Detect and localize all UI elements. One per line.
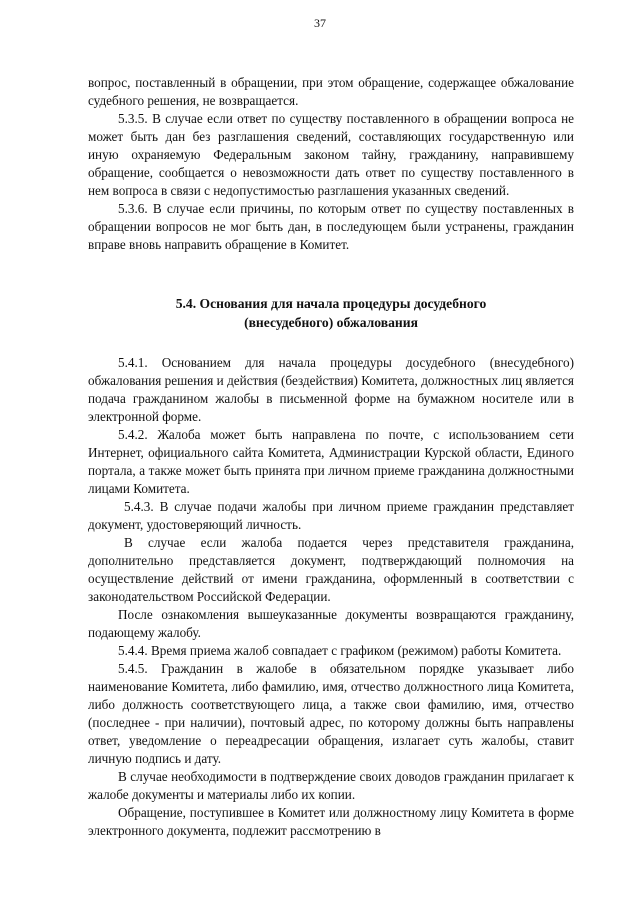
paragraph-5-3-5: 5.3.5. В случае если ответ по существу поставленного в обращении вопроса не может быть дан без разглашения сведений, составляющих государственную или иную охраняемую Федеральным законом тайну, гражданину, направившему обращение, сообщается о невозможности дать ответ по существу поставленного в нем вопроса в связи с недопустимостью разглашения указанных сведений. bbox=[88, 111, 574, 198]
paragraph-5-4-3: 5.4.3. В случае подачи жалобы при личном приеме гражданин представляет документ, удостоверяющий личность. bbox=[88, 499, 574, 532]
section-heading-line: 5.4. Основания для начала процедуры досудебного bbox=[175, 296, 487, 311]
section-heading-line: (внесудебного) обжалования bbox=[244, 315, 418, 330]
paragraph-supporting-documents: В случае необходимости в подтверждение своих доводов гражданин прилагает к жалобе документы и материалы либо их копии. bbox=[88, 769, 574, 802]
paragraph-documents-returned: После ознакомления вышеуказанные документы возвращаются гражданину, подающему жалобу. bbox=[88, 607, 574, 640]
paragraph-5-4-1: 5.4.1. Основанием для начала процедуры досудебного (внесудебного) обжалования решения и действия (бездействия) Комитета, должностных лиц является подача гражданином жалобы в письменной форме на бумажном носителе или в электронной форме. bbox=[88, 355, 574, 424]
paragraph: вопрос, поставленный в обращении, при этом обращение, содержащее обжалование судебного решения, не возвращается. bbox=[88, 75, 574, 108]
paragraph-electronic-appeal: Обращение, поступившее в Комитет или должностному лицу Комитета в форме электронного документа, подлежит рассмотрению в bbox=[88, 805, 574, 838]
section-heading-5-4 bbox=[88, 294, 574, 332]
paragraph-5-4-4: 5.4.4. Время приема жалоб совпадает с графиком (режимом) работы Комитета. bbox=[118, 643, 562, 658]
paragraph-5-3-6: 5.3.6. В случае если причины, по которым ответ по существу поставленных в обращении вопросов не мог быть дан, в последующем были устранены, гражданин вправе вновь направить обращение в Комитет. bbox=[88, 201, 574, 252]
page-number: 37 bbox=[314, 16, 326, 30]
paragraph-representative: В случае если жалоба подается через представителя гражданина, дополнительно представляется документ, подтверждающий полномочия на осуществление действий от имени гражданина, оформленный в соответствии с законодательством Российской Федерации. bbox=[88, 535, 574, 604]
paragraph-5-4-2: 5.4.2. Жалоба может быть направлена по почте, с использованием сети Интернет, официального сайта Комитета, Администрации Курской области, Единого портала, а также может быть принята при личном приеме гражданина должностными лицами Комитета. bbox=[88, 427, 574, 496]
document-body bbox=[88, 74, 574, 840]
paragraph-5-4-5: 5.4.5. Гражданин в жалобе в обязательном порядке указывает либо наименование Комитета, либо фамилию, имя, отчество должностного лица Комитета, либо должность соответствующего лица, а также свои фамилию, имя, отчество (последнее - при наличии), почтовый адрес, по которому должны быть направлены ответ, уведомление о переадресации обращения, излагает суть жалобы, ставит личную подпись и дату. bbox=[88, 661, 574, 766]
